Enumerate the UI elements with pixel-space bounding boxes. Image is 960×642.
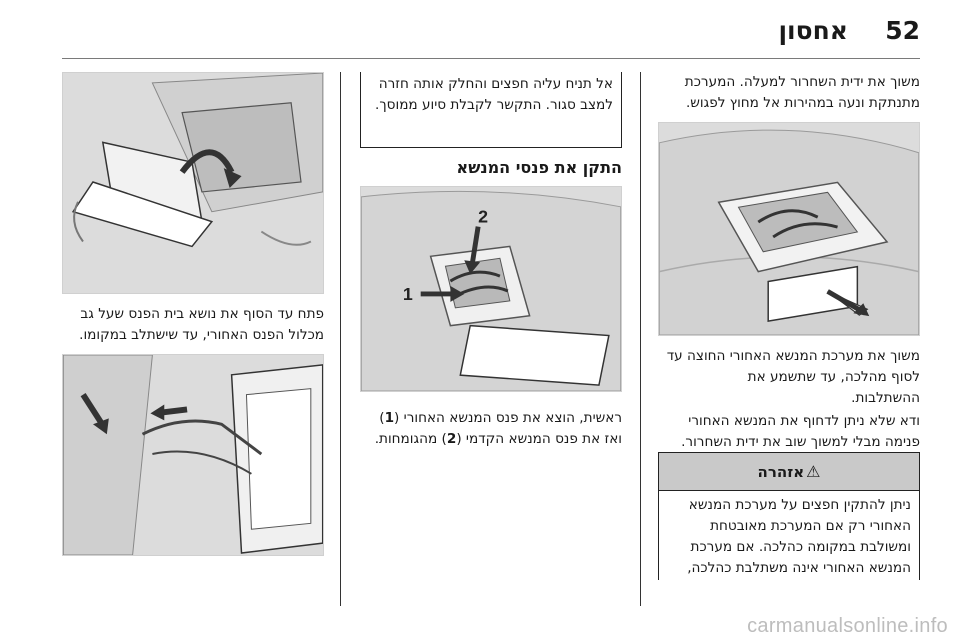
page-header xyxy=(40,14,920,54)
section-title: אחסון xyxy=(778,16,848,45)
watermark: carmanualsonline.info xyxy=(747,615,948,637)
paragraph-pull-out-line1: משוך את מערכת המנשא האחורי החוצה עד לסוף מהלכה, עד שתשמע את xyxy=(666,348,920,385)
ref-number-1: 1 xyxy=(384,410,395,426)
remove-lamps-drawing xyxy=(361,187,621,391)
paragraph-remove-lamps-part3: ואז את פנס המנשא הקדמי ( xyxy=(456,431,622,447)
paragraph-remove-lamps-part4: ) מהגומחות. xyxy=(374,431,447,447)
header-rule xyxy=(62,58,920,59)
paragraph-remove-lamps-part1: ראשית, הוצא את פנס המנשא האחורי ( xyxy=(394,410,622,426)
paragraph-remove-lamps xyxy=(360,408,622,450)
paragraph-open-housing: פתח עד הסוף את נושא בית הפנס שעל גב מכלול הפנס האחורי, עד שישתלב במקומו. xyxy=(79,306,324,343)
illustration-remove-lamps xyxy=(360,186,622,392)
right-column-mid-text xyxy=(658,346,920,459)
warning-title: אזהרה xyxy=(757,462,805,481)
warning-box xyxy=(658,452,920,580)
paragraph-check-lock: ודא שלא ניתן לדחוף את המנשא האחורי פנימה מבלי למשוך שוב את ידית השחרור. xyxy=(681,413,920,450)
middle-column-text xyxy=(360,408,622,456)
column-divider-right xyxy=(640,72,641,606)
paragraph-pull-out-line2: ההשתלבות. xyxy=(851,390,920,406)
note-text: אל תניח עליה חפצים והחלק אותה חזרה למצב סגור. התקשר לקבלת סיוע ממוסך. xyxy=(375,76,613,113)
illustration-open-lamp-housing xyxy=(62,72,324,294)
warning-triangle-icon: ⚠ xyxy=(806,462,821,481)
paragraph-pull-out xyxy=(658,346,920,409)
pull-out-carrier-drawing xyxy=(659,123,919,335)
callout-1: 1 xyxy=(402,283,413,304)
paragraph-release-handle: משוך את ידית השחרור למעלה. המערכת מתנתקת ונעה במהירות אל מחוץ לפגוש. xyxy=(684,74,920,111)
open-lamp-housing-drawing xyxy=(63,73,323,293)
engage-lamp-drawing xyxy=(63,355,323,555)
right-column-top-text xyxy=(658,72,920,120)
column-divider-left xyxy=(340,72,341,606)
warning-header xyxy=(659,453,919,491)
illustration-pull-out-carrier xyxy=(658,122,920,336)
illustration-engage-lamp xyxy=(62,354,324,556)
callout-2: 2 xyxy=(478,206,489,227)
paragraph-remove-lamps-part2: ) xyxy=(379,410,385,426)
left-column-text xyxy=(62,304,324,352)
page-number: 52 xyxy=(885,16,920,45)
warning-text: ניתן להתקין חפצים על מערכת המנשא האחורי רק אם המערכת מאובטחת ומשולבת במקומה כהלכה. אם מערכת המנשא האחורי אינה משתלבת כהלכה, xyxy=(687,497,911,576)
note-box xyxy=(360,72,622,148)
ref-number-2: 2 xyxy=(446,431,457,447)
subheading-install-lamps: התקן את פנסי המנשא xyxy=(456,158,622,177)
